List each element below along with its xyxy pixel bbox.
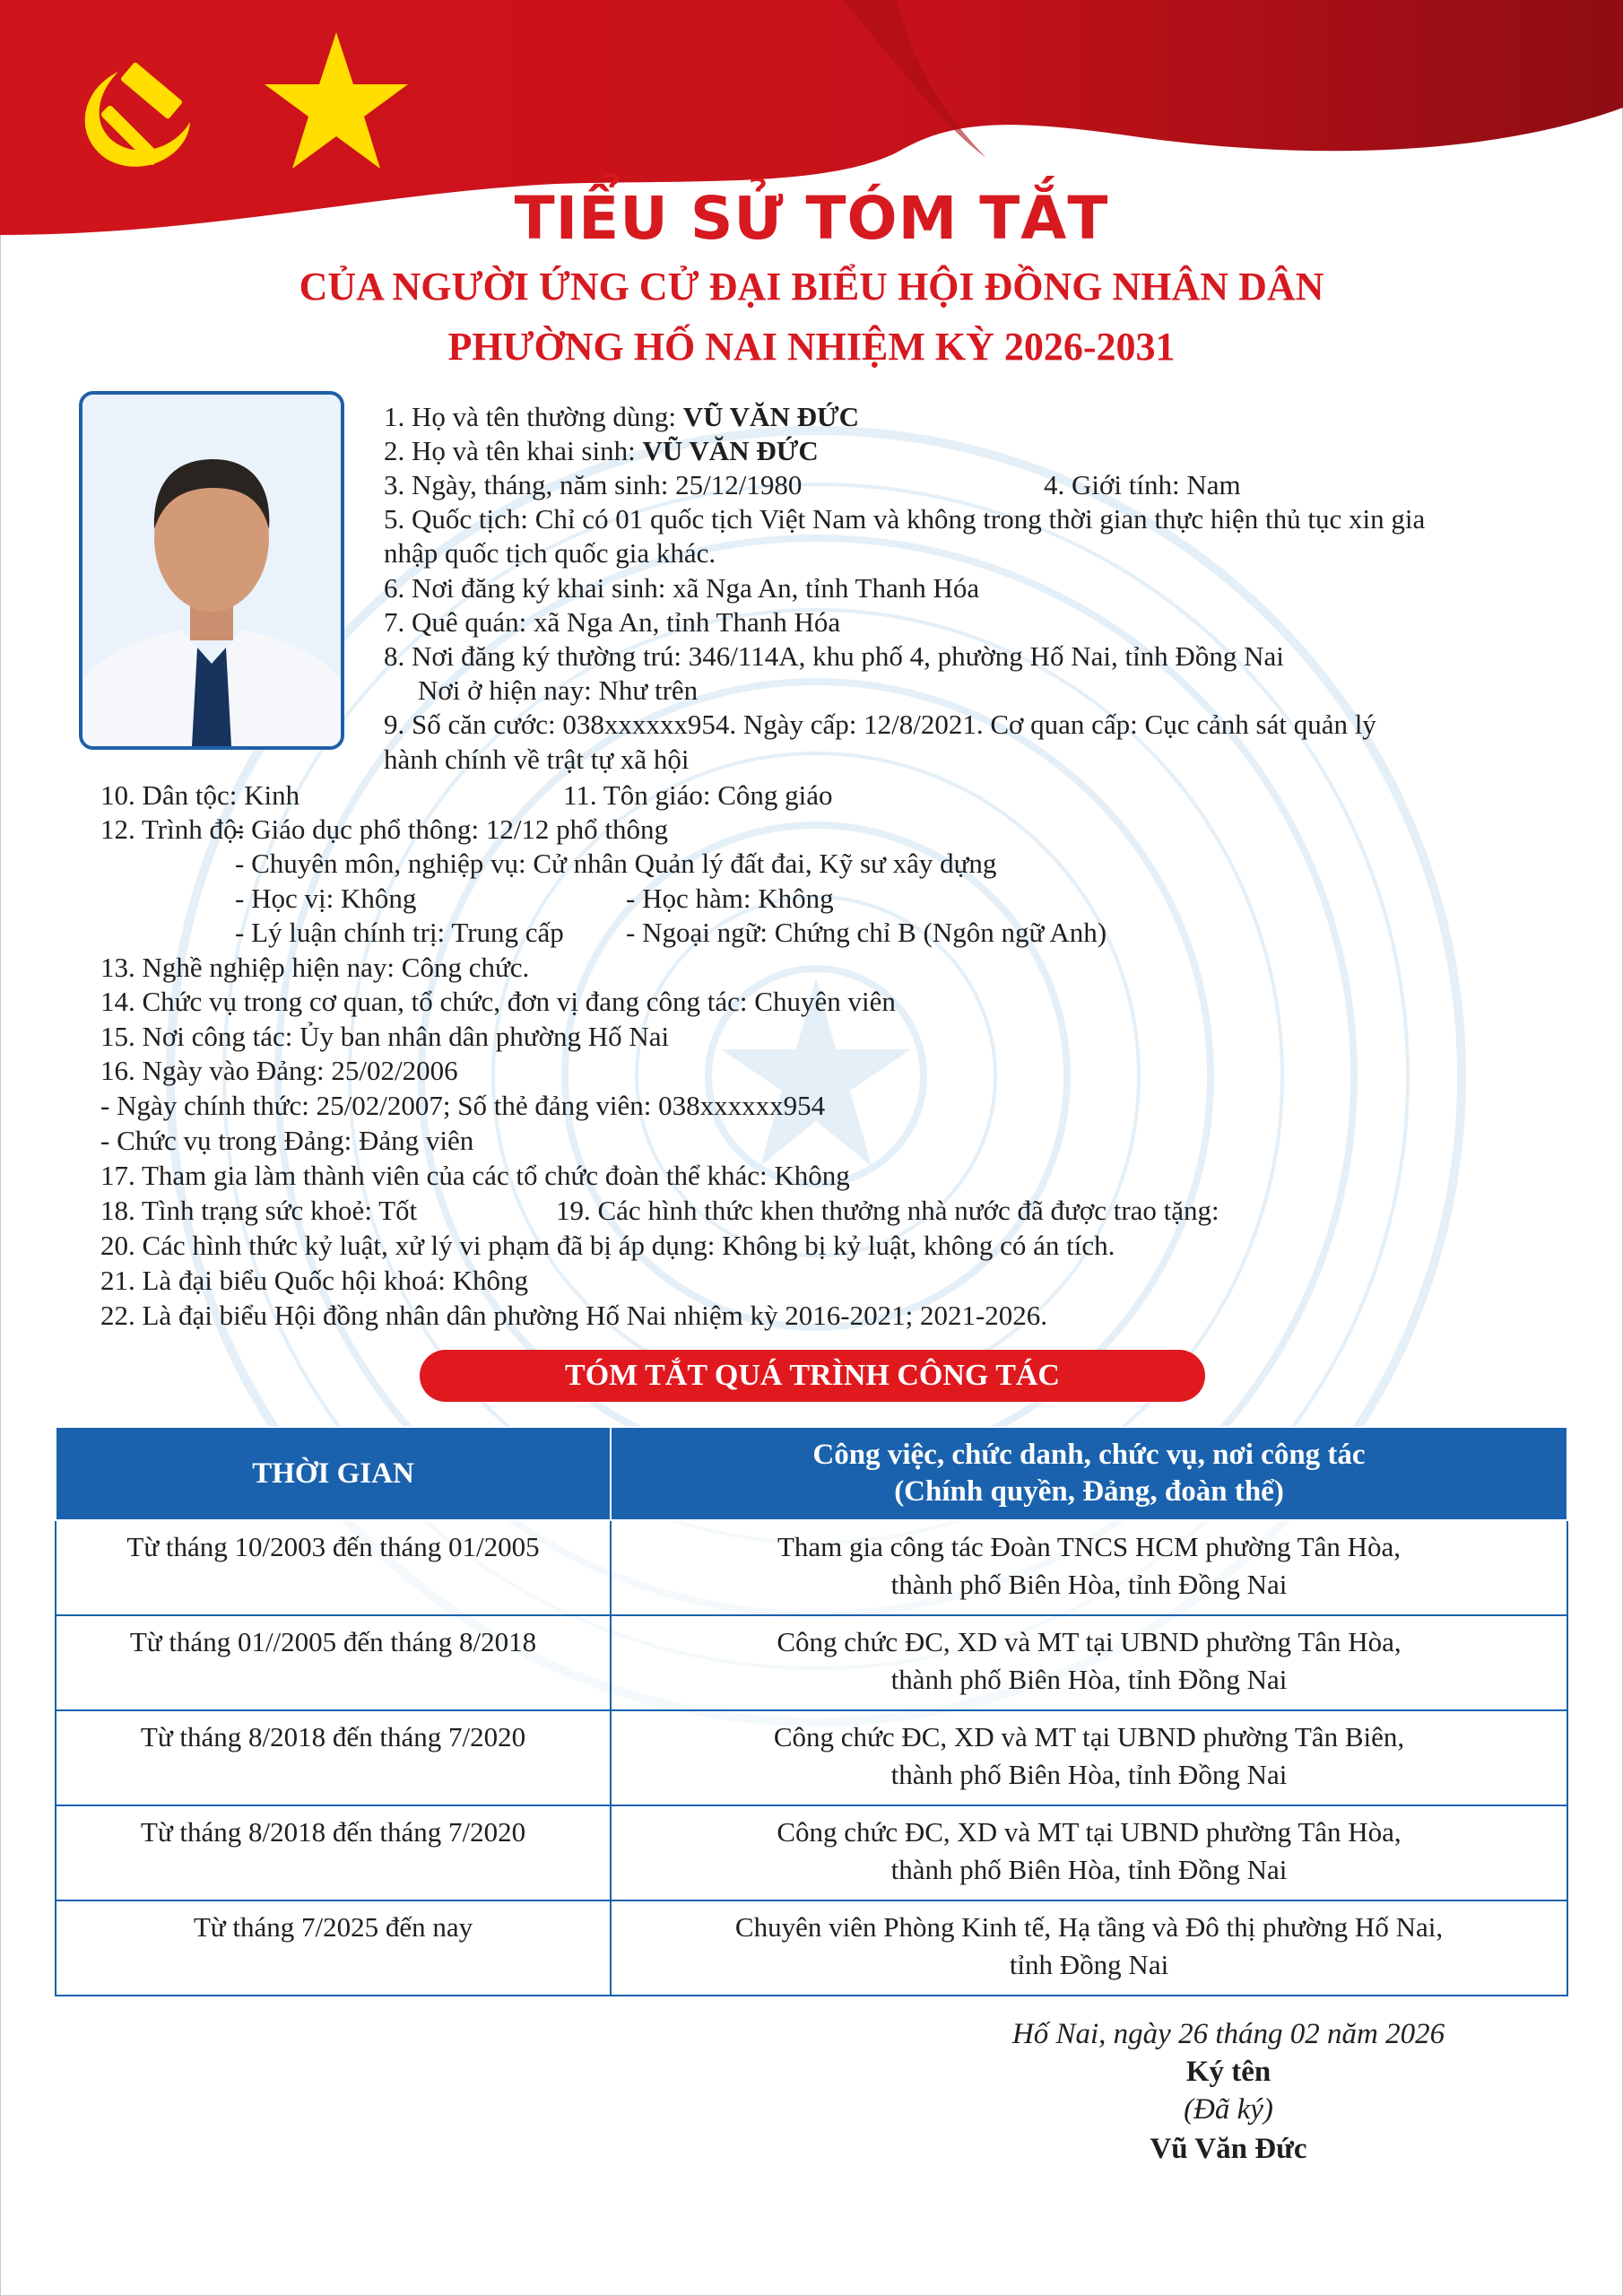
hammer-sickle-icon [65, 54, 208, 170]
job-cell: Tham gia công tác Đoàn TNCS HCM phường Tân Hòa, thành phố Biên Hòa, tỉnh Đồng Nai [611, 1520, 1567, 1615]
work-history-heading: TÓM TẮT QUÁ TRÌNH CÔNG TÁC [420, 1350, 1205, 1402]
info-academic-title: - Học hàm: Không [626, 883, 834, 914]
star-icon [260, 29, 412, 172]
time-cell: Từ tháng 01//2005 đến tháng 8/2018 [56, 1615, 611, 1710]
table-row [56, 1805, 1567, 1900]
info-common-name-value: VŨ VĂN ĐỨC [682, 401, 860, 432]
column-header-job [611, 1427, 1567, 1520]
info-hometown: 7. Quê quán: xã Nga An, tỉnh Thanh Hóa [384, 606, 841, 638]
job-cell: Công chức ĐC, XD và MT tại UBND phường Tân Hòa, thành phố Biên Hòa, tỉnh Đồng Nai [611, 1805, 1567, 1900]
signature-status: (Đã ký) [1184, 2093, 1273, 2126]
info-council-terms: 22. Là đại biểu Hội đồng nhân dân phường Hố Nai nhiệm kỳ 2016-2021; 2021-2026. [100, 1300, 1048, 1331]
info-party-position: - Chức vụ trong Đảng: Đảng viên [100, 1125, 474, 1156]
info-birth-name-value: VŨ VĂN ĐỨC [642, 435, 819, 466]
info-degree: - Học vị: Không [235, 883, 417, 914]
candidate-photo [79, 391, 344, 750]
document-subtitle-line2: PHƯỜNG HỐ NAI NHIỆM KỲ 2026-2031 [447, 325, 1176, 369]
time-cell: Từ tháng 7/2025 đến nay [56, 1900, 611, 1996]
work-history-table [55, 1426, 1568, 1996]
signature-date: Hố Nai, ngày 26 tháng 02 năm 2026 [1011, 2018, 1445, 2050]
info-common-name: 1. Họ và tên thường dùng: VŨ VĂN ĐỨC [384, 401, 860, 432]
info-birth-registration: 6. Nơi đăng ký khai sinh: xã Nga An, tỉnh Thanh Hóa [384, 572, 980, 604]
job-cell: Công chức ĐC, XD và MT tại UBND phường Tân Biên, thành phố Biên Hòa, tỉnh Đồng Nai [611, 1710, 1567, 1805]
signature-name: Vũ Văn Đức [1150, 2133, 1307, 2165]
info-permanent-residence: 8. Nơi đăng ký thường trú: 346/114A, khu phố 4, phường Hố Nai, tỉnh Đồng Nai [384, 640, 1284, 672]
info-foreign-language: - Ngoại ngữ: Chứng chỉ B (Ngôn ngữ Anh) [626, 917, 1107, 948]
table-row [56, 1710, 1567, 1805]
info-occupation: 13. Nghề nghiệp hiện nay: Công chức. [100, 952, 530, 983]
document-title: TIỂU SỬ TÓM TẮT [514, 184, 1109, 253]
info-birth-date: 3. Ngày, tháng, năm sinh: 25/12/1980 [384, 469, 803, 500]
info-nationality-cont: nhập quốc tịch quốc gia khác. [384, 537, 716, 569]
document-subtitle-line1: CỦA NGƯỜI ỨNG CỬ ĐẠI BIỂU HỘI ĐỒNG NHÂN DÂN [299, 265, 1324, 309]
info-religion: 11. Tôn giáo: Công giáo [563, 779, 833, 811]
job-cell: Chuyên viên Phòng Kinh tế, Hạ tầng và Đô thị phường Hố Nai, tỉnh Đồng Nai [611, 1900, 1567, 1996]
info-national-assembly: 21. Là đại biểu Quốc hội khoá: Không [100, 1265, 528, 1296]
info-nationality: 5. Quốc tịch: Chỉ có 01 quốc tịch Việt Nam và không trong thời gian thực hiện thủ tục xin gia [384, 503, 1426, 535]
job-cell: Công chức ĐC, XD và MT tại UBND phường Tân Hòa, thành phố Biên Hòa, tỉnh Đồng Nai [611, 1615, 1567, 1710]
info-current-residence: Nơi ở hiện nay: Như trên [418, 674, 699, 706]
info-position: 14. Chức vụ trong cơ quan, tổ chức, đơn vị đang công tác: Chuyên viên [100, 986, 896, 1017]
table-row [56, 1615, 1567, 1710]
info-general-education: - Giáo dục phổ thông: 12/12 phổ thông [235, 813, 669, 845]
table-row [56, 1520, 1567, 1615]
time-cell: Từ tháng 8/2018 đến tháng 7/2020 [56, 1805, 611, 1900]
info-id-card: 9. Số căn cước: 038xxxxxx954. Ngày cấp: 12/8/2021. Cơ quan cấp: Cục cảnh sát quản lý [384, 709, 1376, 740]
column-header-job-line2: (Chính quyền, Đảng, đoàn thể) [894, 1475, 1284, 1508]
info-party-official-date: - Ngày chính thức: 25/02/2007; Số thẻ đảng viên: 038xxxxxx954 [100, 1090, 826, 1121]
info-other-organizations: 17. Tham gia làm thành viên của các tổ chức đoàn thể khác: Không [100, 1160, 850, 1191]
info-health: 18. Tình trạng sức khoẻ: Tốt [100, 1195, 418, 1226]
info-id-card-cont: hành chính về trật tự xã hội [384, 744, 690, 775]
info-political-theory: - Lý luận chính trị: Trung cấp [235, 917, 564, 948]
info-awards: 19. Các hình thức khen thưởng nhà nước đã được trao tặng: [556, 1195, 1219, 1226]
info-ethnicity: 10. Dân tộc: Kinh [100, 779, 300, 811]
table-row [56, 1900, 1567, 1996]
time-cell: Từ tháng 8/2018 đến tháng 7/2020 [56, 1710, 611, 1805]
signature-label: Ký tên [1185, 2056, 1271, 2088]
info-party-join-date: 16. Ngày vào Đảng: 25/02/2006 [100, 1055, 458, 1086]
info-education-label: 12. Trình độ: [100, 813, 246, 845]
info-workplace: 15. Nơi công tác: Ủy ban nhân dân phường Hố Nai [100, 1021, 670, 1052]
time-cell: Từ tháng 10/2003 đến tháng 01/2005 [56, 1520, 611, 1615]
info-specialty: - Chuyên môn, nghiệp vụ: Cử nhân Quản lý đất đai, Kỹ sư xây dựng [235, 848, 997, 879]
info-birth-name: 2. Họ và tên khai sinh: VŨ VĂN ĐỨC [384, 435, 819, 466]
column-header-job-line1: Công việc, chức danh, chức vụ, nơi công tác [812, 1439, 1366, 1471]
info-gender: 4. Giới tính: Nam [1044, 469, 1241, 500]
info-discipline: 20. Các hình thức kỷ luật, xử lý vi phạm đã bị áp dụng: Không bị kỷ luật, không có án tích. [100, 1230, 1115, 1261]
table-header-row [56, 1427, 1567, 1520]
column-header-time: THỜI GIAN [56, 1427, 611, 1520]
